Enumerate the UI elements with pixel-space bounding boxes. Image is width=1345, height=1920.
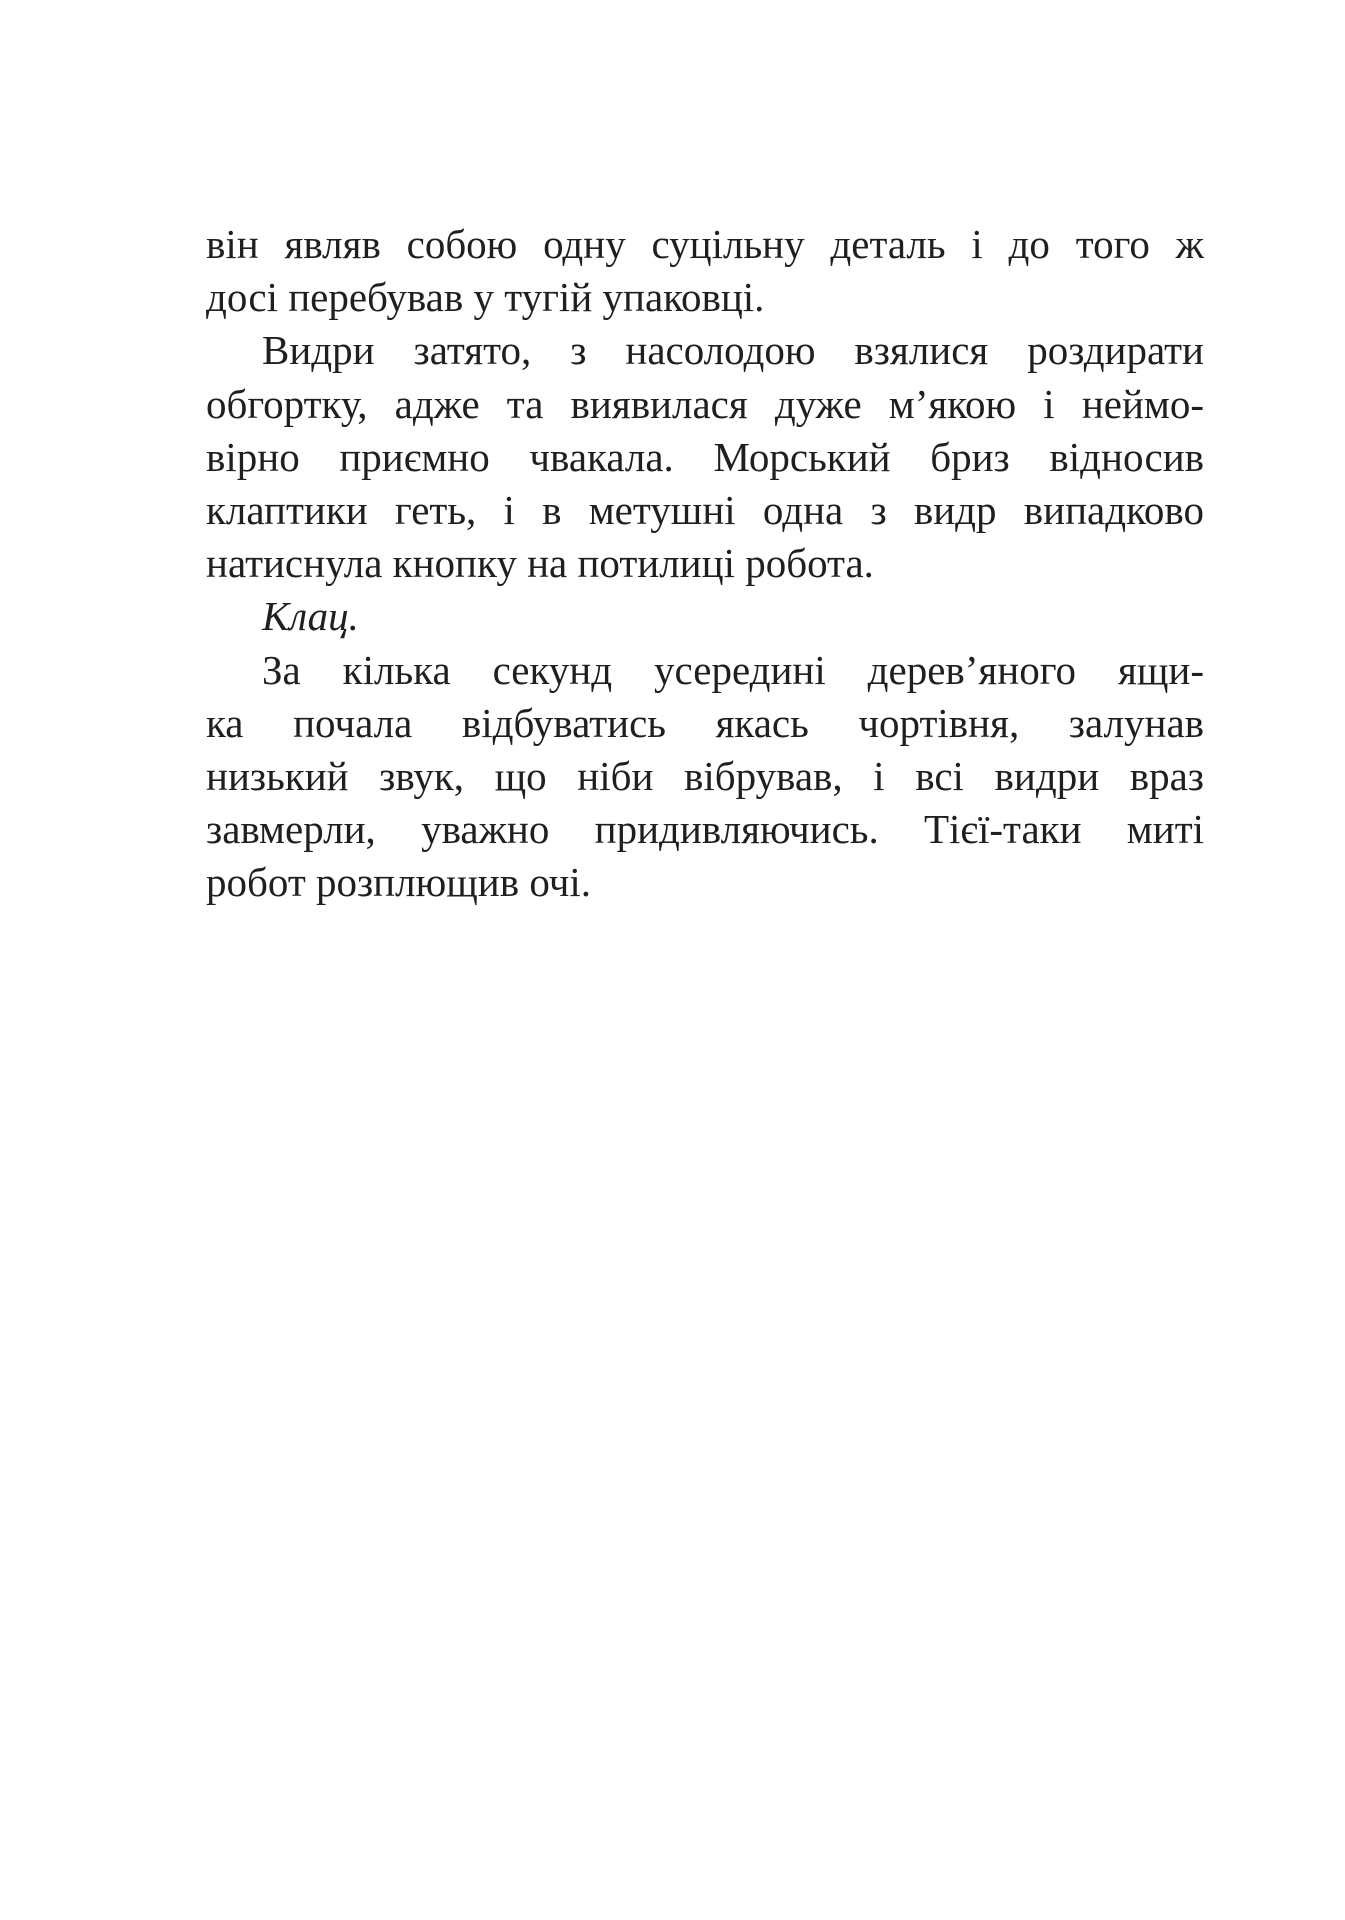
body-text <box>206 218 1204 909</box>
text-line: натиснула кнопку на потилиці робота. <box>206 540 874 587</box>
paragraph-first-line: Видри затято, з насолодою взялися роздирати <box>262 327 1204 374</box>
text-line: досі перебував у тугій упаковці. <box>206 274 765 321</box>
text-line: обгортку, адже та виявилася дуже м’якою і неймо- <box>206 380 1204 427</box>
text-line: ка почала відбуватись якась чортівня, залунав <box>206 699 1204 746</box>
text-line: завмерли, уважно придивляючись. Тієї-таки миті <box>206 806 1204 853</box>
text-line: робот розплющив очі. <box>206 859 592 906</box>
text-line: клаптики геть, і в метушні одна з видр випадково <box>206 486 1204 533</box>
text-line: вірно приємно чвакала. Морський бриз відносив <box>206 433 1204 480</box>
italic-interjection: Клац. <box>262 593 359 640</box>
paragraph-first-line: За кілька секунд усередині дерев’яного ящи- <box>262 646 1204 693</box>
text-line: низький звук, що ніби вібрував, і всі видри враз <box>206 752 1204 799</box>
text-line: він являв собою одну суцільну деталь і до того ж <box>206 221 1204 267</box>
